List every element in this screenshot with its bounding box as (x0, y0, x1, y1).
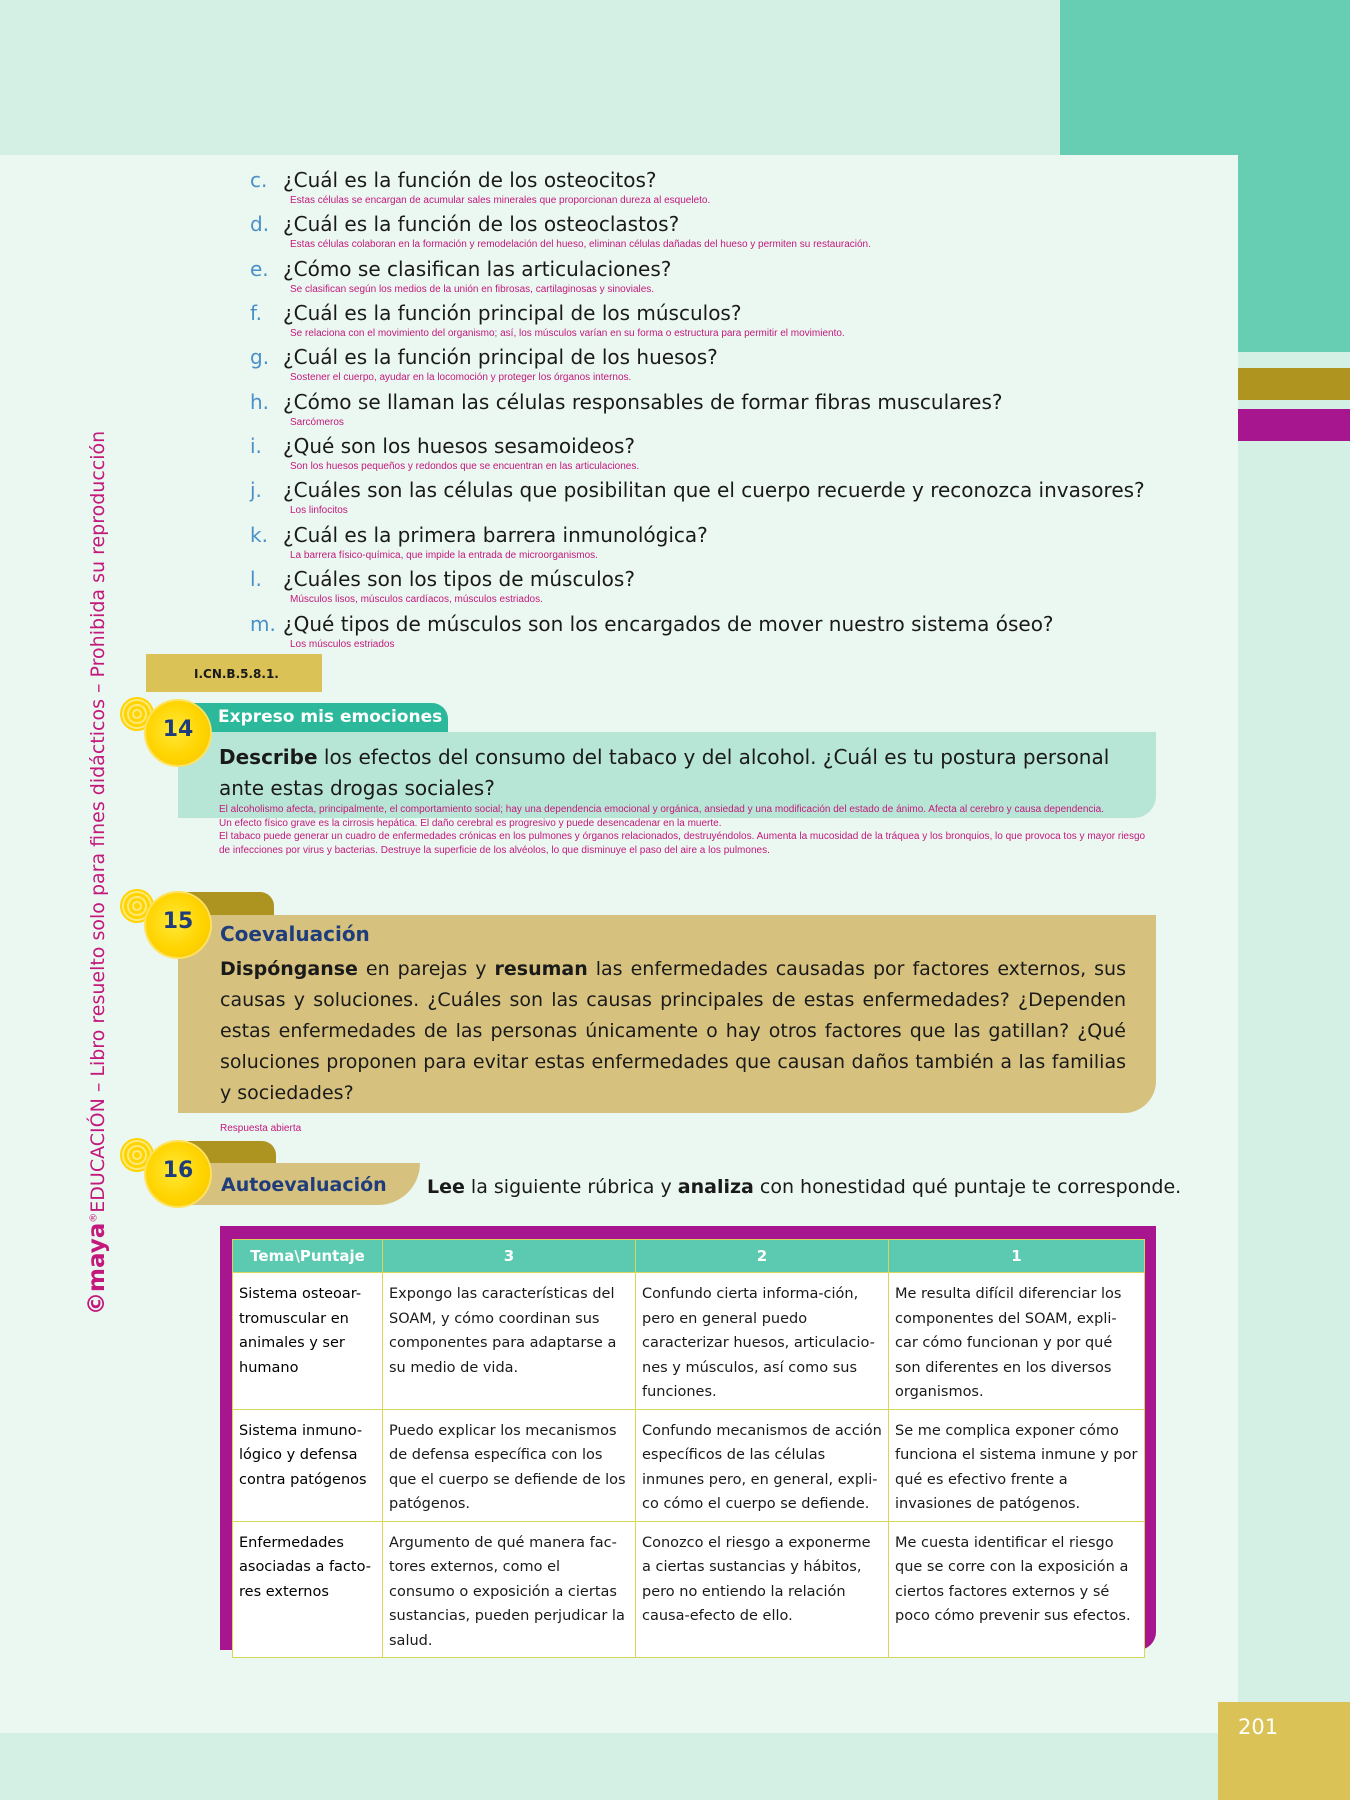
table-cell: Puedo explicar los mecanismos de defensa específica con los que el cuerpo se defiende de los patógenos. (383, 1409, 636, 1521)
prompt-verb: analiza (677, 1176, 754, 1198)
question-text: ¿Cuáles son las células que posibilitan que el cuerpo recuerde y reconozca invasores? (283, 478, 1145, 502)
indicator-code: I.CN.B.5.8.1. (146, 654, 322, 692)
question-answer: Sarcómeros (290, 417, 344, 428)
question-text: ¿Cuál es la función de los osteocitos? (283, 168, 657, 192)
question-text: ¿Cuál es la función de los osteoclastos? (283, 212, 680, 236)
row-topic: Enfermedades asociadas a facto-res externos (233, 1521, 383, 1658)
section-16-prompt (427, 1176, 1181, 1198)
table-cell: Confundo mecanismos de acción específicos de las células inmunes pero, en general, expli-co cómo el cuerpo se defiende. (636, 1409, 889, 1521)
prompt-text: los efectos del consumo del tabaco y del alcohol. ¿Cuál es tu postura personal ante estas drogas sociales? (219, 745, 1110, 800)
question-answer: Se clasifican según los medios de la unión en fibrosas, cartilaginosas y sinoviales. (290, 284, 655, 295)
olive-tab-marker (1238, 368, 1350, 400)
table-header-row (233, 1240, 1145, 1273)
copyright-side-text (84, 431, 110, 1315)
table-cell: Me cuesta identificar el riesgo que se corre con la exposición a ciertos factores externos y sé poco cómo prevenir sus efectos. (889, 1521, 1145, 1658)
prompt-verb: Dispónganse (220, 958, 358, 980)
section-15-title: Coevaluación (220, 922, 370, 946)
question-answer: Los linfocitos (290, 505, 348, 516)
rubric-table (232, 1239, 1145, 1658)
question-letter: m. (250, 612, 276, 636)
table-cell: Me resulta difícil diferenciar los componentes del SOAM, expli-car cómo funcionan y por qué son diferentes en los diversos organismos. (889, 1273, 1145, 1410)
question-text: ¿Qué tipos de músculos son los encargados de mover nuestro sistema óseo? (283, 612, 1054, 636)
section-number: 15 (162, 909, 194, 934)
table-cell: Conozco el riesgo a exponerme a ciertas sustancias y hábitos, pero no entiendo la relación causa-efecto de ello. (636, 1521, 889, 1658)
section-16-title: Autoevaluación (221, 1174, 387, 1196)
table-row (233, 1521, 1145, 1658)
question-answer: Estas células se encargan de acumular sales minerales que proporcionan dureza al esqueleto. (290, 195, 711, 206)
registered-mark: ® (88, 1212, 100, 1223)
table-cell: Confundo cierta informa-ción, pero en general puedo caracterizar huesos, articulacio-nes y músculos, así como sus funciones. (636, 1273, 889, 1410)
magenta-tab-marker (1238, 409, 1350, 441)
table-cell: Se me complica exponer cómo funciona el sistema inmune y por qué es efectivo frente a invasiones de patógenos. (889, 1409, 1145, 1521)
row-topic: Sistema inmuno-lógico y defensa contra patógenos (233, 1409, 383, 1521)
question-text: ¿Cuál es la función principal de los músculos? (283, 301, 742, 325)
section-15-badge (146, 893, 210, 957)
answer-line: Un efecto físico grave es la cirrosis hepática. El daño cerebral es progresivo y puede desencadenar en la muerte. (219, 817, 722, 829)
question-text: ¿Cómo se clasifican las articulaciones? (283, 257, 672, 281)
question-answer: La barrera físico-química, que impide la entrada de microorganismos. (290, 550, 598, 561)
prompt-verb: resuman (494, 958, 588, 980)
question-answer: Son los huesos pequeños y redondos que se encuentran en las articulaciones. (290, 461, 640, 472)
question-letter: g. (250, 345, 270, 369)
section-15-prompt (220, 954, 1126, 1109)
table-row (233, 1273, 1145, 1410)
brand-logo: ©maya (84, 1222, 110, 1315)
question-letter: e. (250, 257, 269, 281)
section-number: 16 (162, 1158, 194, 1183)
section-14-badge (146, 701, 210, 765)
question-answer: Se relaciona con el movimiento del organismo; así, los músculos varían en su forma o estructura para permitir el movimiento. (290, 328, 845, 339)
question-letter: l. (250, 567, 262, 591)
answer-line: El alcoholismo afecta, principalmente, el comportamiento social; hay una dependencia emocional y orgánica, ansiedad y una modificación del estado de ánimo. Afecta al cerebro y causa dependencia. (219, 804, 1104, 815)
table-cell: Argumento de qué manera fac-tores externos, como el consumo o exposición a ciertas sustancias, pueden perjudicar la salud. (383, 1521, 636, 1658)
question-letter: f. (250, 301, 262, 325)
question-letter: c. (250, 168, 268, 192)
rubric-table-frame (220, 1226, 1156, 1650)
prompt-verb: Describe (219, 745, 318, 769)
bottom-band (0, 1733, 1350, 1800)
column-header: 3 (383, 1240, 636, 1273)
question-text: ¿Cuáles son los tipos de músculos? (283, 567, 635, 591)
question-letter: k. (250, 523, 268, 547)
page-number: 201 (1218, 1702, 1350, 1800)
question-text: ¿Cuál es la función principal de los huesos? (283, 345, 718, 369)
section-16-badge (146, 1142, 210, 1206)
question-answer: Músculos lisos, músculos cardíacos, músculos estriados. (290, 594, 543, 605)
row-topic: Sistema osteoar-tromuscular en animales y ser humano (233, 1273, 383, 1410)
prompt-text: en parejas y (357, 958, 495, 980)
top-band (0, 0, 1060, 155)
prompt-text: las enfermedades causadas por factores externos, sus causas y soluciones. ¿Cuáles son las causas principales de estas enfermedades? ¿Dependen estas enfermedades de las personas únicamente o hay otros factores que las gatillan? ¿Qué soluciones proponen para evitar estas enfermedades que causan daños también a las familias y sociedades? (220, 958, 1126, 1104)
question-letter: i. (250, 434, 262, 458)
table-cell: Expongo las características del SOAM, y cómo coordinan sus componentes para adaptarse a su medio de vida. (383, 1273, 636, 1410)
question-letter: j. (250, 478, 262, 502)
section-14-label: Expreso mis emociones (218, 707, 443, 727)
column-header: Tema\Puntaje (233, 1240, 383, 1273)
copyright-text: EDUCACIÓN – Libro resuelto solo para fines didácticos – Prohibida su reproducción (87, 430, 109, 1213)
table-row (233, 1409, 1145, 1521)
column-header: 1 (889, 1240, 1145, 1273)
question-answer: Los músculos estriados (290, 639, 395, 650)
question-letter: d. (250, 212, 270, 236)
question-letter: h. (250, 390, 270, 414)
question-answer: Sostener el cuerpo, ayudar en la locomoción y proteger los órganos internos. (290, 372, 632, 383)
section-14-tab (184, 703, 448, 733)
section-number: 14 (162, 717, 194, 742)
section-15-answer: Respuesta abierta (220, 1123, 302, 1134)
question-text: ¿Cuál es la primera barrera inmunológica? (283, 523, 708, 547)
prompt-verb: Lee (427, 1176, 465, 1198)
column-header: 2 (636, 1240, 889, 1273)
question-answer: Estas células colaboran en la formación y remodelación del hueso, eliminan células dañadas del hueso y permiten su restauración. (290, 239, 871, 250)
question-text: ¿Cómo se llaman las células responsables de formar fibras musculares? (283, 390, 1003, 414)
section-14-answer (219, 803, 1149, 857)
section-14-prompt (219, 742, 1149, 804)
prompt-text: la siguiente rúbrica y (464, 1176, 678, 1198)
question-text: ¿Qué son los huesos sesamoideos? (283, 434, 635, 458)
prompt-text: con honestidad qué puntaje te corresponde. (753, 1176, 1182, 1198)
answer-line: El tabaco puede generar un cuadro de enfermedades crónicas en los pulmones y órganos relacionados, destruyéndolos. Aumenta la mucosidad de la tráquea y los bronquios, lo que provoca tos y mayor riesgo de infecciones por virus y bacterias. Destruye la superficie de los alvéolos, lo que disminuye el paso del aire a los pulmones. (219, 831, 1146, 856)
